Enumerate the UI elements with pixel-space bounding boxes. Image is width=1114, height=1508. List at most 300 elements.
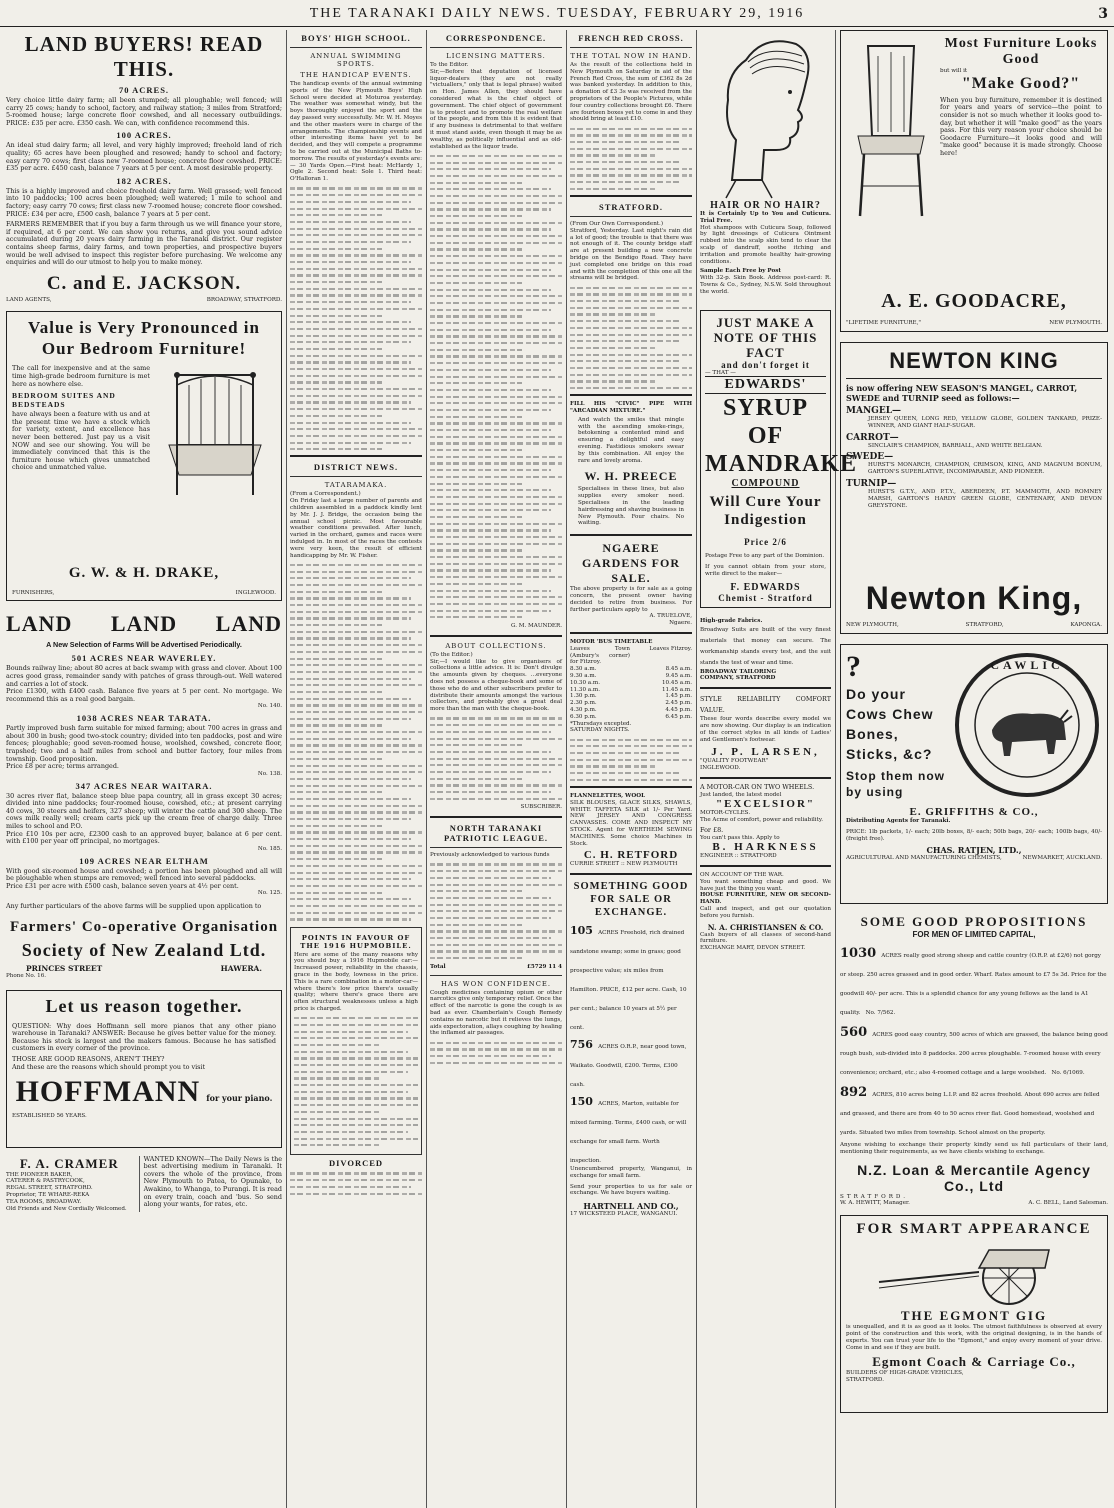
bus-row — [570, 666, 692, 673]
farms-note: Any further particulars of the above farms will be supplied upon application to — [6, 902, 262, 911]
farm-price: Price £31 per acre with £500 cash, balance seven years at 4½ per cent. — [6, 881, 239, 890]
newton-town: KAPONGA. — [1070, 622, 1102, 629]
ngaere-heading: NGAERE GARDENS FOR SALE. — [581, 541, 680, 586]
gig-firm-sub: BUILDERS OF HIGH-GRADE VEHICLES, — [846, 1370, 964, 1377]
prop-item — [840, 942, 1108, 1018]
exchange-acres: 105 — [570, 924, 593, 938]
prop-acres: 560 — [840, 1025, 868, 1040]
bus-row — [570, 687, 692, 694]
lot-text: This is a highly improved and choice freehold dairy farm. Well grassed; well fenced into 10 paddocks; 100 acres been ploughed; well watered; 1 mile to school and factory; easy carry 70 cows; first class new 7-roomed house; concrete floor cowshed. PRICE: £34 per acre, £500 cash, balance 7 years at 5 per cent. — [6, 186, 282, 218]
confidence-heading: HAS WON CONFIDENCE. — [440, 979, 552, 988]
column-rule — [566, 30, 567, 1508]
loan-left: W. A. HEWITT, Manager. — [840, 1200, 910, 1207]
cramer-line: CATERER & PASTRYCOOK, — [6, 1178, 85, 1185]
bus-right: Leaves Fitzroy. — [649, 645, 692, 652]
cawlic-firm: E. GRIFFITHS & CO., — [909, 806, 1039, 818]
cawlic-firm2-footer — [846, 855, 1102, 862]
column-school-news — [290, 30, 422, 1504]
licensing-body: Sir,—Before that deputation of licensed liquor-dealers (they are not really "victuallers," only that is legal phrase) waited on Hon. James Allen, they should have considered what is the chief object of government. The chief object of government is to protect and to promote the real welfare of the people, and from this it is evident that if any business is detrimental to that welfare it must stand aside, even though it may be as wealthy, as politically influential and as old-established as the liquor trade. — [430, 68, 562, 150]
bus-out: 11.30 a.m. — [570, 686, 600, 693]
fabrics-body: Broadway Suits are built of the very finest materials that money can secure. The workmanship stands every test, and the suit stands the test of wear and time. — [700, 626, 831, 666]
bedstead-illustration — [156, 365, 274, 505]
cawlic-distributing: Distributing Agents for Taranaki. — [846, 818, 951, 824]
drake-intro: The call for inexpensive and at the same time high-grade bedroom furniture is met here as nowhere else. — [12, 364, 150, 388]
farm-title: 347 ACRES NEAR WAITARA. — [75, 780, 213, 791]
cawlic-firm2: CHAS. RATJEN, LTD., — [926, 845, 1022, 856]
seed-text: HURST'S MONARCH, CHAMPION, CRIMSON, KING, AND MAGNUM BONUM, GARTON'S SUPERLATIVE, INCOMPARABLE, AND PIONEER. — [868, 462, 1102, 476]
exchange-acres: 756 — [570, 1038, 593, 1052]
land-sub: A New Selection of Farms Will be Advertised Periodically. — [46, 640, 242, 650]
war-body: You want something cheap and good. We have just the thing you want. — [700, 878, 831, 892]
column-land-ads — [6, 30, 282, 1504]
mandrake-maker: F. EDWARDS — [730, 581, 801, 593]
body-text-block — [294, 1017, 418, 1146]
column-correspondence — [430, 30, 562, 1504]
farm-no: No. 125. — [257, 890, 282, 897]
seed-text: SINCLAIR'S CHAMPION, BARRIALL, AND WHITE BELGIAN. — [868, 442, 1043, 449]
body-text-block — [290, 187, 422, 450]
farm-price: Price £8 per acre; terms arranged. — [6, 762, 119, 771]
seed-name: MANGEL— — [846, 406, 902, 416]
excelsior-sub: MOTOR-CYCLES. — [700, 810, 751, 817]
bus-out: 2.30 p.m. — [570, 700, 597, 707]
war-items: HOUSE FURNITURE, NEW OR SECOND-HAND. — [700, 892, 831, 906]
exchange-send: Send your properties to us for sale or exchange. We have buyers waiting. — [570, 1183, 692, 1197]
exchange-text: ACRES, Marton, suitable for mixed farming. Terms, £400 cash, or will exchange for small farm. Worth inspection. — [570, 1101, 687, 1165]
cawlic-firm2-left: AGRICULTURAL AND MANUFACTURING CHEMISTS, — [846, 855, 1002, 862]
lot-size: 182 ACRES. — [116, 175, 172, 186]
school-heading: BOYS' HIGH SCHOOL. — [301, 33, 411, 43]
gig-firm: Egmont Coach & Carriage Co., — [872, 1354, 1076, 1370]
body-text-block — [570, 128, 692, 190]
coop-street: PRINCES STREET — [26, 963, 103, 973]
hair-line: It is Certainly Up to You and Cuticura. Trial Free. — [700, 211, 831, 224]
lot-size: 100 ACRES. — [116, 130, 172, 141]
props-note: Anyone wishing to exchange their property kindly send us full particulars of their land, mentioning their requirements, as we have clients wishing to exchange. — [840, 1142, 1108, 1155]
collections-body: Sir,—I would like to give organisers of collections a little advice. It is: Don't divulge the amounts given by cheques. ...everyone does not possess a cheque-book and some of those who do and other subscribers prefer to distribute their amounts amongst the various collectors, and probably give a great deal more than the man with the cheque-book. — [430, 658, 562, 713]
cramer-line: REGAL STREET, STRATFORD. — [6, 1185, 93, 1192]
patriotic-heading: NORTH TARANAKI PATRIOTIC LEAGUE. — [443, 823, 549, 844]
farm-text: With good six-roomed house and cowshed; a portion has been ploughed and all will be ploughable when stumps are removed; well fenced into several paddocks. — [6, 866, 282, 883]
civic-body: And watch the smiles that mingle with the ascending smoke-rings, betokening a contented mind and ensuring a delightful and easy evening. Fastidious smokers swear by this combination. All enjoy the rare and lovely aroma. — [578, 416, 684, 464]
loan-right: A. C. BELL, Land Salesman. — [1028, 1200, 1108, 1207]
bus-back: 9.45 a.m. — [665, 672, 692, 679]
cawlic-question: ? — [846, 650, 862, 683]
excelsior-body: Just landed, the latest model — [700, 791, 782, 798]
prop-text: ACRES, 810 acres being L.I.P. and 82 acres freehold. About 690 acres are felled and grassed, and there are from 40 to 50 acres river flat. Good homestead, woolshed and yards. Situated two miles from township. School almost on the property. — [840, 1092, 1100, 1136]
chair-icon — [848, 36, 934, 226]
farm-listing — [6, 653, 282, 710]
bus-thursday: *Thursdays excepted. — [570, 720, 632, 727]
bus-heading: MOTOR 'BUS TIMETABLE — [570, 638, 653, 645]
bus-row — [570, 714, 692, 721]
land-word: LAND — [110, 611, 178, 637]
gig-carriage-icon — [859, 1238, 1089, 1308]
hair-address: With 32-p. Skin Book. Address post-card: R. Towns & Co., Sydney, N.S.W. Sold throughout the world. — [700, 275, 831, 295]
mandrake-post: Postage Free to any part of the Dominion. — [705, 553, 825, 560]
newton-heading: NEWTON KING — [846, 348, 1102, 379]
farm-no: No. 185. — [257, 845, 282, 852]
christiansen-name: N. A. CHRISTIANSEN & CO. — [707, 922, 824, 932]
column-rule — [835, 30, 836, 1508]
bus-out: 9.30 a.m. — [570, 672, 597, 679]
farm-listing — [6, 781, 282, 853]
coop-phone: Phone No. 16. — [6, 972, 47, 979]
bus-back: 1.45 p.m. — [665, 693, 692, 700]
bus-back: 4.45 p.m. — [665, 706, 692, 713]
patriotic-total: £5729 11 4 — [526, 963, 562, 970]
war-heading: ON ACCOUNT OF THE WAR. — [700, 872, 784, 879]
drake-left: FURNISHERS, — [12, 589, 55, 596]
drake-firm: G. W. & H. DRAKE, — [68, 565, 220, 582]
hartnell-address: 17 WICKSTEED PLACE, WANGANUI. — [570, 1211, 678, 1218]
body-text-block — [430, 717, 562, 799]
gig-illustration — [846, 1238, 1102, 1308]
coop-town: HAWERA. — [220, 963, 262, 973]
goodacre-left: "LIFETIME FURNITURE," — [846, 320, 921, 327]
flannel-body: SILK BLOUSES, GLACE SILKS, SHAWLS, WHITE TAFFETA SILK at 1/- Per Yard. NEW JERSEY AND CONGRESS CANVASSES. COME AND INSPECT MY STOCK. Agent for WERTHEIM SEWING MACHINES. Some choice Machines in Stock. — [570, 799, 692, 847]
larsen-town: INGLEWOOD. — [700, 765, 741, 772]
mandrake-3: — THAT — — [705, 369, 736, 376]
district-body: On Friday last a large number of parents and children assembled in a paddock kindly lent by Mr. J. J. Bridge, the occasion being the annual school picnic. Most favourable weather conditions prevailed. After lunch, varied in the orchard, games and races were indulged in. In most of the races the contests were very keen, the result of efficient handicapping by Mr. W. Fisher. — [290, 498, 422, 559]
newton-town: NEW PLYMOUTH, — [846, 622, 899, 629]
gig-heading: FOR SMART APPEARANCE — [856, 1221, 1092, 1238]
gig-firm-town: STRATFORD. — [846, 1377, 884, 1384]
stratford-from: (From Our Own Correspondent.) — [570, 221, 664, 228]
cawlic-seal — [952, 650, 1102, 800]
goodacre-right: NEW PLYMOUTH. — [1049, 320, 1102, 327]
bus-back: 6.45 p.m. — [665, 713, 692, 720]
seed-item — [846, 406, 1102, 430]
props-heading: SOME GOOD PROPOSITIONS — [860, 914, 1088, 929]
lot-text: An ideal stud dairy farm; all level, and very highly improved; freehold land of rich quality; 65 acres have been ploughed and resowed; handy to school and factory; easy carry 70 cows; first class new 7-roomed house; concrete floor cowshed. PRICE: £35 per acre. £450 cash, balance 7 years at 5 per cent. A most desirable property. — [6, 141, 282, 173]
seed-item — [846, 433, 1102, 450]
exchange-heading: SOMETHING GOOD FOR SALE OR EXCHANGE. — [573, 881, 689, 919]
hupmobile-body: Here are some of the many reasons why you should buy a 1916 Hupmobile car:—Increased power, reliability in the chassis, grace in the body, lowness in the price. This is a rare combination in a motor-car—where there's low price there's usually quality; where there's grace there are often structural weaknesses unless a high price is charged. — [294, 951, 418, 1012]
bus-saturday: SATURDAY NIGHTS. — [570, 727, 630, 734]
bus-row — [570, 673, 692, 680]
district-heading: DISTRICT NEWS. — [313, 462, 399, 473]
excelsior-heading: A MOTOR-CAR ON TWO WHEELS. — [700, 782, 815, 791]
excelsior-price: For £8. — [700, 825, 724, 834]
red-cross-body: As the result of the collections held in New Plymouth on Saturday in aid of the French Red Cross, the sum of £362 8s 2d was banked yesterday. In addition to this, a donation of £3 3s was received from the proprietors of the People's Pictures, while four country collections brought £6. There are fourteen boxes yet to come in and they should bring at least £10. — [570, 62, 692, 123]
bus-back: 2.45 p.m. — [665, 700, 692, 707]
bus-row — [570, 680, 692, 687]
mandrake-2: and don't forget it — [721, 359, 810, 370]
exchange-text: ACRES Freehold, rich drained sandstone swamp; some in grass; good prospective value; six miles from Hamilton. PRICE, £12 per acre. Cash, 10 per cent.; balance 10 years at 5½ per cent. — [570, 930, 687, 1032]
ngaere-town: Ngaere. — [669, 620, 692, 627]
bus-row — [570, 700, 692, 707]
hoffmann-name: HOFFMANN — [15, 1075, 201, 1109]
seed-item — [846, 452, 1102, 476]
school-body: The handicap events of the annual swimming sports of the New Plymouth Boys' High School were decided at Moturoa yesterday. The weather was somewhat windy, but the boys thoroughly enjoyed the sport and the day passed very successfully. Mr. W. H. Moyes and the other masters were in charge of the arrangements. The championship events and other interesting items have yet to be decided, and they will compete a programme to be carried out at the Municipal Baths to-morrow. The results of yesterday's events are:— 30 Yards Open.—First heat: McHardy 1, Ogle 2. Second heat: Sole 1. Third heat: O'Halloran 1. — [290, 81, 422, 183]
loan-heading: N.Z. Loan & Mercantile Agency Co., Ltd — [857, 1161, 1091, 1194]
wanted-known: WANTED KNOWN—The Daily News is the best advertising medium in Taranaki. It covers the whole of the province, from New Plymouth to Patea, to Opunake, to Awakino, to Whanga, to Purangi. It is read on every train, coach and 'bus. So send along your wants, for rates, etc. — [139, 1156, 282, 1213]
farm-no: No. 140. — [257, 703, 282, 710]
prop-text: ACRES good easy country, 500 acres of which are grassed, the balance being good rough bush, sub-divided into 8 paddocks. 200 acres ploughable. 7-roomed house with every convenience; orchard, etc.; also 4-roomed cottage and a large woolshed. — [840, 1032, 1108, 1076]
prop-no: No. 6/1069. — [1051, 1070, 1085, 1076]
goodacre-firm: A. E. GOODACRE, — [881, 290, 1067, 312]
column-rule — [696, 30, 697, 1508]
district-sub: TATARAMAKA. — [324, 481, 388, 490]
hoffmann-ad — [6, 990, 282, 1148]
lot-text: Very choice little dairy farm; all been stumped; all ploughable; well fenced; will carry 25 cows; handy to school, factory, and railway station; 3 miles from Stratford; 5-roomed house; large concrete floor cowshed, and all necessary outbuildings. PRICE: £35 per acre. £350 cash. We can, with confidence recommend this. — [6, 96, 282, 127]
mandrake-8: Will Cure Your Indigestion — [709, 494, 822, 529]
bus-row — [570, 693, 692, 700]
to-editor: To the Editor. — [430, 62, 469, 68]
cawlic-firm2-right: NEWMARKET, AUCKLAND. — [1022, 855, 1102, 862]
seed-name: CARROT— — [846, 432, 899, 443]
fabrics-company-1: BROADWAY TAILORING — [700, 668, 777, 675]
district-from: (From a Correspondent.) — [290, 491, 361, 498]
coop-line2: Society of New Zealand Ltd. — [21, 939, 267, 960]
mandrake-maker2: Chemist - Stratford — [718, 592, 813, 603]
hupmobile-heading: POINTS IN FAVOUR OF THE 1916 HUPMOBILE. — [300, 933, 412, 950]
bus-out: 6.30 p.m. — [570, 713, 597, 720]
cuticura-illustration — [700, 30, 831, 200]
school-sub: ANNUAL SWIMMING SPORTS. — [310, 52, 402, 68]
jackson-footer — [6, 297, 282, 304]
red-cross-sub: THE TOTAL NOW IN HAND. — [570, 52, 692, 60]
mandrake-price: Price 2/6 — [744, 537, 787, 548]
style-body: These four words describe every model we are now showing. Our display is an indication of the correct styles in all kinds of Ladies' and Gentlemen's footwear. — [700, 716, 831, 743]
drake-footer — [12, 590, 276, 597]
body-text-block — [430, 863, 562, 959]
bus-timetable — [570, 666, 692, 720]
hupmobile-ad — [290, 927, 422, 1155]
seed-text: JERSEY QUEEN, LONG RED, YELLOW GLOBE, GOLDEN TANKARD, PRIZE-WINNER, AND GIANT HALF-SUGAR. — [868, 416, 1102, 429]
goodacre-body: When you buy furniture, remember it is destined for years and years of service—the point to consider is not so much whether it looks good to-day, but whether it will "make good" as the years pass. For this very reason your choice should be Goodacre Furniture—it looks good and will "make good" because it is made strongly. Choose here! — [940, 95, 1102, 157]
larsen-sub: "QUALITY FOOTWEAR" — [700, 758, 769, 765]
prop-item — [840, 1021, 1108, 1078]
prop-text: ACRES really good strong sheep and cattle country (O.R.P. at £2/6) not gorgy or steep. 250 acres grassed and in good order. Wharf. Rates amount to £7 5s 3d. Price for the goodwill 40/- per acre. This is a splendid chance for any young fellows as the land is A1 quality. — [840, 953, 1107, 1016]
mandrake-cannot: If you cannot obtain from your store, write direct to the maker— — [705, 564, 826, 577]
civic-heading: FILL HIS "CIVIC" PIPE WITH "ARCADIAN MIXTURE." — [570, 401, 692, 415]
hoffmann-question: QUESTION: Why does Hoffmann sell more pianos that any other piano warehouse in Taranaki? ANSWER: Because he gives better value for the money. Because his stock is largest and the makers famous. Because he has satisfied customers in every corner of the province. — [12, 1021, 276, 1053]
cramer-line: Proprietor, TE WHARE-REKA — [6, 1191, 90, 1198]
goodacre-heading: Most Furniture Looks Good — [944, 36, 1098, 67]
red-cross-heading: FRENCH RED CROSS. — [578, 33, 684, 43]
drake-ad — [6, 311, 282, 601]
hoffmann-tag: for your piano. — [206, 1093, 273, 1104]
finance-note: FARMERS REMEMBER that if you buy a farm through us we will finance your store, if required, at 6 per cent. We can show you returns, and give you sound advice accumulated during 20 years dairy farming in the Taranaki district. Our register contains sheep farms, dairy farms, and town properties, and prospective buyers would be well advised to inspect this register before purchasing. We welcome any enquiries and will do our utmost to help you to make money. — [6, 220, 282, 267]
excelsior-line: The Acme of comfort, power and reliability. — [700, 817, 824, 824]
goodacre-but: but will it — [940, 68, 968, 74]
drake-text: have always been a feature with us and at the present time we have a stock which for variety, extent, and excellence has never been bettered. Just pay us a visit NOW and see our showing. You will be immediately convinced that this is the furniture house which gives unmatched choice and unmatched value. — [12, 410, 150, 472]
newton-big: Newton King, — [865, 580, 1083, 616]
exchange-lot — [570, 1090, 692, 1166]
jackson-right: BROADWAY, STRATFORD. — [206, 296, 282, 303]
goodacre-ad — [840, 30, 1108, 332]
column-rule — [426, 30, 427, 1508]
newton-town: STRATFORD, — [965, 622, 1004, 629]
cramer-line: THE PIONEER BAKER, — [6, 1171, 73, 1178]
seed-name: TURNIP— — [846, 478, 897, 489]
jackson-left: LAND AGENTS, — [6, 296, 52, 303]
column-large-ads — [840, 30, 1108, 1504]
body-text-block — [430, 1042, 562, 1064]
fabrics-company-2: COMPANY, STRATFORD — [700, 675, 776, 682]
goodacre-question: "Make Good?" — [961, 74, 1081, 92]
mandrake-7: COMPOUND — [731, 478, 800, 490]
patriotic-total-row — [430, 964, 562, 971]
farm-text: 30 acres river flat, balance steep blue papa country, all in grass except 30 acres; divided into nine paddocks; four-roomed house, cowshed, etc.; at present carrying 40 cows, 30 steers and heifers, 327 sheep; will winter the cattle and 300 sheep. The cows milk really well; cream carts pick up the cream free of charge daily. Three miles to school and P.O. — [6, 791, 282, 830]
farm-title: 1038 ACRES NEAR TARATA. — [76, 713, 212, 724]
confidence-body: Cough medicines containing opium or other narcotics give only temporary relief. Once the effect of the narcotic is gone the cough is as bad as ever. Chamberlain's Cough Remedy contains no narcotic but it relieves the lungs, aids expectoration, allays coughing by healing the inflamed air passages. — [430, 989, 562, 1037]
loan-town: STRATFORD. — [840, 1193, 908, 1200]
bus-left: Leaves Town (Ambury's corner) for Fitzroy. — [570, 645, 630, 666]
harkness-sub: ENGINEER :: STRATFORD — [700, 853, 777, 860]
farm-price: Price £1300, with £400 cash. Balance five years at 5 per cent. No mortgage. We recommend this as a real good bargain. — [6, 687, 282, 703]
christiansen-address: EXCHANGE MART, DEVON STREET. — [700, 945, 806, 952]
seed-name: SWEDE— — [846, 452, 894, 463]
hair-sample: Sample Each Free by Post — [700, 268, 781, 275]
lot-size: 70 ACRES. — [118, 85, 170, 95]
drake-right: INGLEWOOD. — [235, 589, 276, 596]
props-sub: FOR MEN OF LIMITED CAPITAL, — [912, 930, 1036, 939]
masthead — [0, 4, 1114, 27]
cawlic-ad — [840, 644, 1108, 904]
farm-listing — [6, 856, 282, 898]
hoffmann-heading: Let us reason together. — [45, 995, 243, 1016]
mandrake-6: MANDRAKE — [705, 451, 857, 478]
cawlic-heading: Do your Cows Chew Bones, Sticks, &c? — [846, 686, 934, 762]
exchange-text: ACRES O.R.P., near good town, Waikato. Goodwill, £200. Terms, £300 cash. — [570, 1044, 687, 1089]
ngaere-sign: A. TRUELOVE, — [649, 613, 692, 620]
exchange-note: Unencumbered property, Wanganui, in exchange for small farm. — [570, 1166, 692, 1179]
drake-heading: Value is Very Pronounced in Our Bedroom Furniture! — [28, 318, 260, 359]
mandrake-1: JUST MAKE A NOTE OF THIS FACT — [713, 314, 818, 360]
war-call: Call and inspect, and get our quotation before you furnish. — [700, 906, 831, 919]
jackson-firm: C. and E. JACKSON. — [46, 272, 242, 294]
gig-name: THE EGMONT GIG — [900, 1308, 1048, 1324]
patriotic-total-label: Total — [430, 963, 446, 970]
licensing-signature: G. M. MAUNDER. — [510, 622, 562, 629]
hoffmann-good: THOSE ARE GOOD REASONS, AREN'T THEY? — [12, 1054, 165, 1063]
seed-item — [846, 479, 1102, 509]
excelsior-name: "EXCELSIOR" — [715, 798, 815, 811]
prop-no: No. 7/562. — [865, 1010, 896, 1016]
style-heading: STYLE RELIABILITY COMFORT VALUE. — [700, 695, 831, 715]
retford-address: CURRIE STREET :: NEW PLYMOUTH — [570, 861, 678, 868]
divorced-heading: DIVORCED — [328, 1157, 384, 1168]
body-text-block — [570, 739, 692, 781]
land-buyers-heading: LAND BUYERS! READ THIS. — [24, 32, 264, 81]
farm-text: Bounds railway line; about 80 acres at back swamp with grass and clover. About 100 acres good grass, remainder sandy with patches of grass through-out. Well watered and carries a lot of stock. — [6, 664, 282, 688]
body-text-block — [290, 1172, 422, 1194]
christiansen-sub: Cash buyers of all classes of second-hand furniture. — [700, 931, 831, 945]
hair-heading: HAIR OR NO HAIR? — [710, 200, 821, 211]
column-red-cross — [570, 30, 692, 1504]
farm-title: 501 ACRES NEAR WAVERLEY. — [71, 653, 217, 664]
farm-text: Partly improved bush farm suitable for mixed farming; about 700 acres in grass and about 300 in bush; good two-stock country; divided into ten paddocks, post and wire fences; ploughable; good seven-roomed house, woolshed, cowshed, concrete floor, trapshed; two and a half miles from school and butter factory, four miles from township. Good proposition. — [6, 724, 282, 763]
newton-king-ad — [840, 342, 1108, 634]
collections-heading: ABOUT COLLECTIONS. — [445, 641, 547, 650]
land-land-land — [6, 611, 282, 637]
school-sub2: THE HANDICAP EVENTS. — [300, 71, 412, 79]
chair-illustration — [846, 36, 936, 226]
collections-signature: SUBSCRIBER. — [520, 804, 562, 811]
mandrake-4: EDWARDS' — [705, 376, 826, 394]
collections-to: (To the Editor.) — [430, 651, 473, 658]
bus-out: 4.30 p.m. — [570, 706, 597, 713]
head-profile-icon — [706, 30, 826, 200]
cawlic-stop: Stop them now by using — [846, 769, 945, 799]
exchange-acres: 150 — [570, 1095, 593, 1109]
coop-line1: Farmers' Co-operative Organisation — [9, 918, 279, 935]
body-text-block — [570, 287, 692, 390]
hair-body: Hot shampoos with Cuticura Soap, followed by light dressings of Cuticura Ointment rubbed into the scalp skin tend to clear the scalp of dandruff, soothe itching and irritation and promote healthy hair-growing conditions. — [700, 224, 831, 265]
licensing-sub: LICENSING MATTERS. — [446, 52, 546, 60]
gig-body: is unequalled, and it is as good as it looks. The utmost faithfulness is observed at every point of the construction and this work, with the original designing, is in the hands of experts. You can trust your life to the "Egmont," and enjoy every moment of your drive. Come in and see if they are built. — [846, 1324, 1102, 1351]
egmont-gig-ad — [840, 1215, 1108, 1413]
excelsior-apply: You can't pass this. Apply to — [700, 834, 780, 841]
stratford-body: Stratford, Yesterday. Last night's rain did a lot of good; the trouble is that there was not enough of it. The county bridge staff are at present building a new concrete bridge on the Bendigo Road. They have just completed one bridge on this road and with the completion of this one all the streams will be bridged. — [570, 227, 692, 282]
cawlic-brand: CAWLIC — [990, 658, 1064, 672]
cramer-name: F. A. CRAMER — [19, 1155, 119, 1171]
hoffmann-reasons: And these are the reasons which should prompt you to visit — [12, 1062, 206, 1071]
bedstead-icon — [159, 365, 271, 505]
cramer-line: TEA ROOMS, BROADWAY. — [6, 1198, 82, 1205]
cramer-line: Old Friends and New Cordially Welcomed. — [6, 1205, 127, 1212]
preece-name: W. H. PREECE — [584, 469, 678, 484]
farm-no: No. 138. — [257, 770, 282, 777]
mandrake-ad — [700, 310, 857, 608]
fabrics-heading: High-grade Fabrics. — [700, 617, 763, 624]
newton-intro: is now offering NEW SEASON'S MANGEL, CARROT, SWEDE and TURNIP seed as follows:— — [846, 383, 1078, 403]
farm-listing — [6, 713, 282, 777]
hartnell-name: HARTNELL AND CO., — [583, 1201, 679, 1212]
cawlic-price: PRICE: 1lb packets, 1/- each; 20lb boxes, 8/- each; 50lb bags, 20/- each; 100lb bags, 40/- (freight free). — [846, 828, 1102, 842]
cramer-ad — [6, 1156, 133, 1213]
patriotic-intro: Previously acknowledged to various funds — [430, 852, 550, 859]
stratford-heading: STRATFORD. — [599, 202, 663, 213]
bus-out: 8.30 a.m. — [570, 666, 597, 673]
bus-out: 10.30 a.m. — [570, 679, 600, 686]
bus-back: 10.45 a.m. — [662, 679, 692, 686]
prop-acres: 1030 — [840, 946, 877, 961]
goodacre-footer — [846, 320, 1102, 327]
body-text-block — [430, 155, 562, 619]
masthead-title: THE TARANAKI DAILY NEWS. TUESDAY, FEBRUARY 29, 1916 — [309, 6, 805, 21]
preece-body: Specialises in these lines, but also supplies every smoker need. Specialises in the leading hairdressing and shaving business in New Plymouth. Four chairs. No waiting. — [578, 486, 684, 527]
drake-sub: BEDROOM SUITES AND BEDSTEADS — [12, 391, 116, 410]
larsen-name: J. P. LARSEN, — [711, 746, 820, 759]
bus-header-row — [570, 646, 692, 666]
hoffmann-est: ESTABLISHED 56 YEARS. — [12, 1113, 87, 1120]
prop-acres: 892 — [840, 1085, 868, 1100]
exchange-lot — [570, 1033, 692, 1090]
bus-back: 11.45 a.m. — [662, 686, 692, 693]
mandrake-5: SYRUP OF — [722, 395, 808, 450]
farm-title: 109 ACRES NEAR ELTHAM — [79, 855, 209, 866]
coop-address — [26, 964, 262, 973]
bus-out: 1.30 p.m. — [570, 693, 597, 700]
land-word: LAND — [6, 611, 73, 637]
page-number: 3 — [1098, 6, 1108, 22]
loan-footer — [840, 1200, 1108, 1207]
land-word: LAND — [215, 611, 282, 637]
newton-towns — [846, 622, 1102, 629]
prop-item — [840, 1081, 1108, 1138]
correspondence-heading: CORRESPONDENCE. — [445, 33, 547, 43]
retford-name: C. H. RETFORD — [583, 849, 679, 862]
bus-row — [570, 707, 692, 714]
seed-text: HURST'S G.T.Y., AND P.T.Y., ABERDEEN, P.T. MAMMOTH, AND ROMNEY MARSH, GARTON'S HARDY GREEN GLOBE, CENTENARY, AND DEVON GREYSTONE. — [868, 488, 1102, 509]
body-text-block — [290, 564, 422, 921]
farm-price: Price £10 10s per acre, £2300 cash to an approved buyer, balance at 6 per cent. with £100 per year off principal, no mortgages. — [6, 829, 282, 846]
ngaere-body: The above property is for sale as a going concern, the present owner having decided to retire from business. For further particulars apply to — [570, 586, 692, 613]
